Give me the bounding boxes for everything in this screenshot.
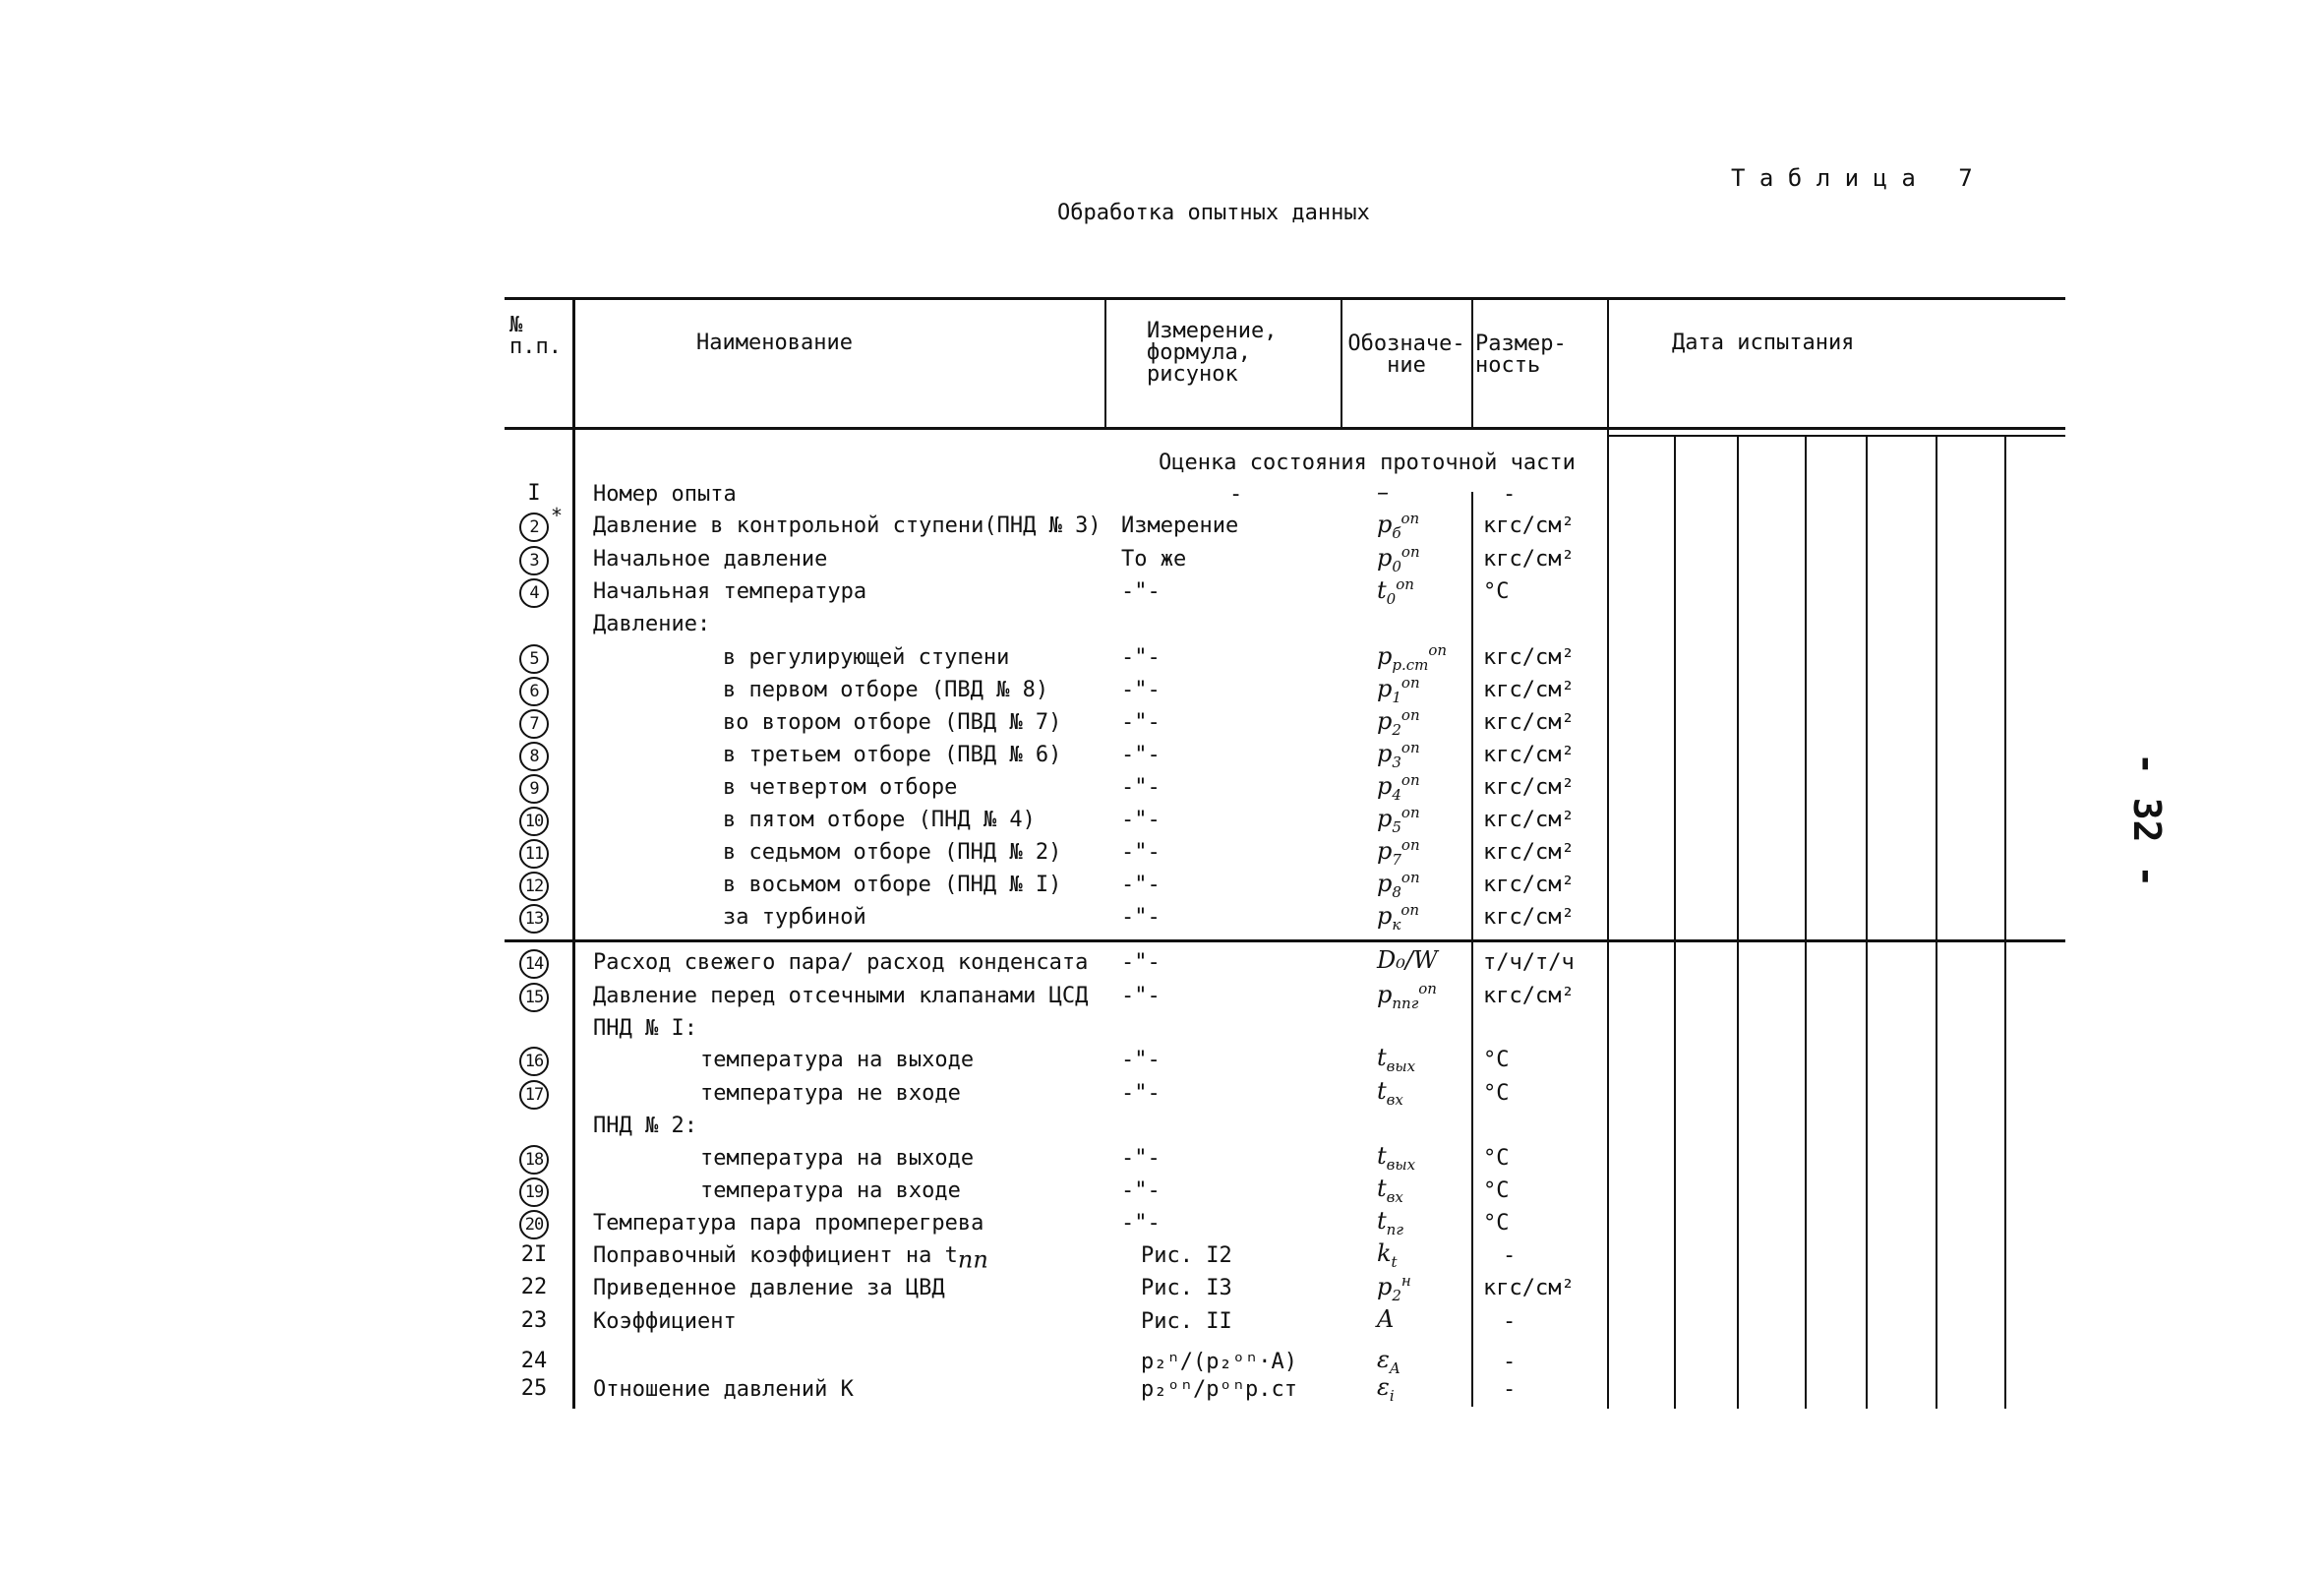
row-symbol (1377, 1239, 1398, 1271)
row-symbol-main: p (1377, 981, 1393, 1008)
header-symbol: Обозначе- ние (1347, 332, 1465, 378)
row-symbol-subscript: р.ст (1392, 655, 1429, 674)
page-number: - 32 - (2125, 753, 2169, 888)
row-number: 6 (519, 677, 549, 706)
row-symbol-superscript: оп (1400, 901, 1420, 919)
row-symbol (1377, 674, 1420, 706)
row-symbol-main: p (1377, 740, 1393, 767)
row-name-text: Давление в контрольной ступени(ПНД № 3) (593, 513, 1102, 538)
row-symbol (1377, 1142, 1415, 1174)
date-col-6 (2004, 435, 2006, 1409)
row-measure: -"- (1121, 1048, 1161, 1072)
row-unit: кгс/см² (1483, 678, 1575, 702)
row-symbol-subscript: 5 (1392, 817, 1401, 836)
row-symbol (1377, 836, 1420, 869)
row-name (593, 482, 737, 508)
row-name (593, 1377, 854, 1403)
row-symbol-main: ε (1377, 1346, 1390, 1373)
row-name-text: в регулирующей ступени (723, 645, 1010, 670)
row-symbol-main: t (1377, 1044, 1387, 1071)
row-number: I (527, 481, 541, 506)
row-symbol-main: – (1377, 478, 1389, 506)
row-name (593, 579, 866, 605)
row-symbol (1377, 869, 1420, 901)
row-unit: кгс/см² (1483, 905, 1575, 930)
row-measure: -"- (1121, 950, 1161, 975)
row-name-text: Отношение давлений K (593, 1377, 854, 1402)
row-symbol-subscript: б (1392, 523, 1401, 542)
row-measure: -"- (1121, 873, 1161, 897)
mid-rule (505, 939, 2065, 942)
row-unit: кгс/см² (1483, 513, 1575, 538)
row-symbol (1377, 510, 1419, 542)
row-unit: кгс/см² (1483, 840, 1575, 865)
row-measure: - (1229, 482, 1243, 507)
row-measure: -"- (1121, 1081, 1161, 1106)
row-symbol-subscript: 7 (1392, 850, 1401, 869)
row-number: 12 (519, 872, 549, 901)
row-measure: p₂ⁿ/(p₂ᵒⁿ·A) (1141, 1350, 1297, 1374)
row-measure: -"- (1121, 579, 1161, 604)
date-col-3 (1805, 435, 1807, 1409)
row-symbol-main: p (1377, 707, 1393, 735)
row-number: 20 (519, 1210, 549, 1239)
row-name-text: температура на выходе (700, 1146, 975, 1171)
col-divider-4b (1471, 492, 1473, 1407)
row-unit: °C (1483, 1081, 1510, 1106)
row-symbol (1377, 1044, 1415, 1075)
row-name (700, 1146, 974, 1172)
row-symbol (1377, 1175, 1403, 1206)
row-name-text: ПНД № I: (593, 1016, 697, 1041)
row-symbol-main: k (1377, 1239, 1392, 1267)
row-number: 16 (519, 1047, 549, 1076)
row-name (593, 984, 1088, 1009)
row-symbol (1377, 980, 1437, 1012)
row-symbol-superscript: оп (1400, 706, 1420, 724)
row-unit: кгс/см² (1483, 808, 1575, 832)
row-symbol-subscript: 4 (1392, 785, 1401, 804)
row-name-text: в третьем отборе (ПВД № 6) (723, 743, 1062, 767)
row-symbol-main: p (1377, 902, 1393, 930)
row-number: 13 (519, 904, 549, 934)
row-measure: -"- (1121, 743, 1161, 767)
row-symbol-superscript: оп (1400, 543, 1420, 561)
row-unit: °C (1483, 1048, 1510, 1072)
row-number: 17 (519, 1080, 549, 1110)
row-name-text: в первом отборе (ПВД № 8) (723, 678, 1049, 702)
row-name-text: Поправочный коэффициент на t (593, 1243, 958, 1268)
row-name (700, 1178, 961, 1204)
row-symbol-superscript: оп (1400, 510, 1420, 527)
row-symbol-superscript: оп (1400, 869, 1420, 886)
row-name (593, 612, 710, 637)
row-symbol-subscript: ппг (1392, 994, 1419, 1012)
row-unit: кгс/см² (1483, 710, 1575, 735)
row-measure: -"- (1121, 678, 1161, 702)
row-measure: То же (1121, 547, 1187, 572)
row-name (593, 513, 1102, 539)
row-unit: кгс/см² (1483, 775, 1575, 800)
table-title: Обработка опытных данных (1057, 201, 1370, 225)
row-symbol-main: p (1377, 805, 1393, 832)
row-measure: Измерение (1121, 513, 1239, 538)
row-symbol-subscript: пг (1386, 1220, 1403, 1238)
row-unit: - (1503, 1377, 1517, 1402)
row-measure: -"- (1121, 775, 1161, 800)
row-symbol-main: p (1377, 870, 1393, 897)
row-unit: - (1503, 482, 1517, 507)
row-measure: -"- (1121, 840, 1161, 865)
row-name-text: температура на выходе (700, 1048, 975, 1072)
row-measure: -"- (1121, 1146, 1161, 1171)
row-name (593, 1276, 945, 1301)
row-name (593, 1211, 983, 1237)
row-name-text: во втором отборе (ПВД № 7) (723, 710, 1062, 735)
row-name (723, 840, 1061, 866)
row-number: 10 (519, 807, 549, 836)
row-name-text: температура на входе (700, 1178, 961, 1203)
col-divider-1 (572, 297, 575, 1409)
row-symbol-main: p (1377, 772, 1393, 800)
col-divider-2 (1104, 297, 1106, 429)
row-name-subscript: пп (957, 1245, 988, 1274)
row-symbol-main: t (1377, 1142, 1387, 1170)
col-divider-3 (1341, 297, 1342, 429)
row-number: 11 (519, 839, 549, 869)
date-col-5 (1936, 435, 1937, 1409)
row-measure: Рис. I3 (1141, 1276, 1232, 1300)
row-unit: °C (1483, 1211, 1510, 1236)
row-name (723, 808, 1036, 833)
row-name (700, 1081, 961, 1107)
row-symbol-superscript: оп (1400, 739, 1420, 756)
row-symbol-main: ε (1377, 1373, 1390, 1401)
row-unit: °C (1483, 579, 1510, 604)
row-symbol-superscript: оп (1418, 980, 1437, 997)
row-name-text: Коэффициент (593, 1309, 737, 1334)
row-symbol-main: t (1377, 1077, 1387, 1105)
row-symbol-main: D₀/W (1377, 946, 1438, 974)
row-name-text: в четвертом отборе (723, 775, 958, 800)
row-measure: p₂ᵒⁿ/pᵒⁿр.ст (1141, 1377, 1297, 1402)
row-number: 7 (519, 709, 549, 739)
row-symbol-subscript: 3 (1392, 753, 1401, 771)
row-name (593, 1016, 697, 1042)
row-measure: -"- (1121, 645, 1161, 670)
row-symbol-subscript: t (1391, 1252, 1398, 1271)
row-symbol-subscript: к (1392, 915, 1401, 934)
row-number: 5 (519, 644, 549, 674)
row-unit: т/ч/т/ч (1483, 950, 1575, 975)
row-number: 9 (519, 774, 549, 804)
row-symbol (1377, 1077, 1403, 1109)
row-number: 24 (520, 1349, 548, 1373)
row-unit: кгс/см² (1483, 873, 1575, 897)
row-unit: - (1503, 1350, 1517, 1374)
table-label: Т а б л и ц а 7 (1731, 164, 1973, 192)
row-name-text: температура не входе (700, 1081, 961, 1106)
row-symbol-superscript: н (1400, 1272, 1411, 1290)
row-name-text: за турбиной (723, 905, 866, 930)
row-symbol-superscript: оп (1396, 575, 1414, 593)
row-measure: -"- (1121, 1178, 1161, 1203)
row-name (593, 1243, 988, 1272)
row-symbol-subscript: 0 (1386, 589, 1397, 608)
row-measure: -"- (1121, 1211, 1161, 1236)
row-name (593, 950, 1088, 976)
date-col-1 (1674, 435, 1676, 1409)
row-symbol-subscript: вх (1386, 1187, 1403, 1206)
row-symbol-superscript: оп (1400, 804, 1420, 821)
row-number: 25 (520, 1376, 548, 1401)
row-name-text: Давление перед отсечными клапанами ЦСД (593, 984, 1089, 1008)
header-date: Дата испытания (1672, 331, 1855, 355)
row-unit: °C (1483, 1178, 1510, 1203)
row-symbol-subscript: вых (1386, 1056, 1416, 1075)
header-unit: Размер- ность (1475, 332, 1567, 378)
row-symbol-subscript: 0 (1392, 557, 1401, 575)
row-symbol (1377, 946, 1438, 974)
row-unit: - (1503, 1243, 1517, 1268)
row-symbol (1377, 641, 1447, 674)
row-name-text: в восьмом отборе (ПНД № I) (723, 873, 1062, 897)
row-name-text: в пятом отборе (ПНД № 4) (723, 808, 1036, 832)
row-name-text: Начальная температура (593, 579, 867, 604)
row-name-text: Номер опыта (593, 482, 737, 507)
row-symbol-superscript: оп (1400, 836, 1420, 854)
row-unit: кгс/см² (1483, 547, 1575, 572)
row-symbol (1377, 478, 1389, 506)
row-number: 15 (519, 983, 549, 1012)
row-name-text: Расход свежего пара/ расход конденсата (593, 950, 1089, 975)
row-measure: Рис. I2 (1141, 1243, 1232, 1268)
row-number: 19 (519, 1177, 549, 1207)
row-unit: - (1503, 1309, 1517, 1334)
row-symbol (1377, 1207, 1403, 1238)
row-number: 22 (520, 1275, 548, 1299)
row-number: 18 (519, 1145, 549, 1175)
row-symbol (1377, 771, 1420, 804)
row-symbol-main: p (1377, 642, 1393, 670)
row-number: 4 (519, 578, 549, 608)
row-symbol-main: p (1377, 675, 1393, 702)
row-unit: кгс/см² (1483, 743, 1575, 767)
section-label: Оценка состояния проточной части (1159, 451, 1576, 475)
row-symbol (1377, 804, 1420, 836)
row-symbol-main: p (1377, 511, 1393, 538)
row-name (723, 678, 1048, 703)
row-number: 3 (519, 546, 549, 575)
row-name (723, 645, 1009, 671)
row-name (723, 775, 957, 801)
footnote-mark: * (551, 504, 564, 527)
row-name-text: Давление: (593, 612, 711, 636)
row-symbol-subscript: 8 (1392, 882, 1401, 901)
row-number: 2I (520, 1242, 548, 1267)
row-symbol (1377, 543, 1420, 575)
row-symbol (1377, 1373, 1395, 1405)
row-symbol-superscript: оп (1400, 674, 1420, 692)
section-rule (1609, 435, 2065, 437)
row-symbol-main: p (1377, 1273, 1393, 1300)
row-number: 14 (519, 949, 549, 979)
row-measure: -"- (1121, 905, 1161, 930)
row-unit: кгс/см² (1483, 984, 1575, 1008)
row-name (723, 873, 1061, 898)
row-symbol-subscript: вых (1386, 1155, 1416, 1174)
row-name (723, 905, 866, 931)
row-symbol-main: t (1377, 1175, 1387, 1202)
row-symbol-subscript: 2 (1392, 1286, 1401, 1304)
row-symbol-main: t (1377, 1207, 1387, 1235)
row-symbol-main: p (1377, 837, 1393, 865)
row-name (593, 1309, 737, 1335)
row-unit: °C (1483, 1146, 1510, 1171)
header-bottom-rule (505, 427, 2065, 430)
row-symbol (1377, 1272, 1411, 1304)
col-divider-4 (1471, 297, 1473, 429)
row-symbol (1377, 1305, 1394, 1333)
header-measure: Измерение, формула, рисунок (1147, 319, 1278, 387)
date-col-2 (1737, 435, 1739, 1409)
row-name (593, 547, 827, 573)
col-divider-5 (1607, 297, 1609, 1409)
row-measure: Рис. II (1141, 1309, 1232, 1334)
header-num: № п.п. (509, 313, 562, 359)
row-measure: -"- (1121, 808, 1161, 832)
row-name (723, 710, 1061, 736)
row-name (723, 743, 1061, 768)
row-symbol-main: t (1377, 576, 1387, 604)
row-name (593, 1114, 697, 1139)
row-unit: кгс/см² (1483, 645, 1575, 670)
header-name: Наименование (696, 331, 853, 355)
row-number: 2 (519, 513, 549, 542)
row-symbol-superscript: оп (1400, 771, 1420, 789)
row-name-text: Начальное давление (593, 547, 828, 572)
row-symbol-subscript: 2 (1392, 720, 1401, 739)
row-symbol-superscript: оп (1428, 641, 1448, 659)
row-measure: -"- (1121, 710, 1161, 735)
row-measure: -"- (1121, 984, 1161, 1008)
row-name-text: в седьмом отборе (ПНД № 2) (723, 840, 1062, 865)
row-unit: кгс/см² (1483, 1276, 1575, 1300)
row-symbol-subscript: i (1389, 1386, 1395, 1405)
row-number: 23 (520, 1308, 548, 1333)
row-symbol-main: A (1377, 1305, 1395, 1333)
row-symbol (1377, 739, 1420, 771)
row-symbol-subscript: вх (1386, 1090, 1403, 1109)
row-number: 8 (519, 742, 549, 771)
row-name-text: Приведенное давление за ЦВД (593, 1276, 945, 1300)
row-symbol (1377, 575, 1414, 608)
row-symbol-main: p (1377, 544, 1393, 572)
row-name-text: ПНД № 2: (593, 1114, 697, 1138)
date-col-4 (1866, 435, 1868, 1409)
row-name (700, 1048, 974, 1073)
row-symbol (1377, 901, 1419, 934)
row-symbol-subscript: A (1389, 1358, 1400, 1377)
row-symbol-subscript: 1 (1392, 688, 1401, 706)
row-symbol (1377, 706, 1420, 739)
row-name-text: Температура пара промперегрева (593, 1211, 984, 1236)
table-top-rule (505, 297, 2065, 300)
